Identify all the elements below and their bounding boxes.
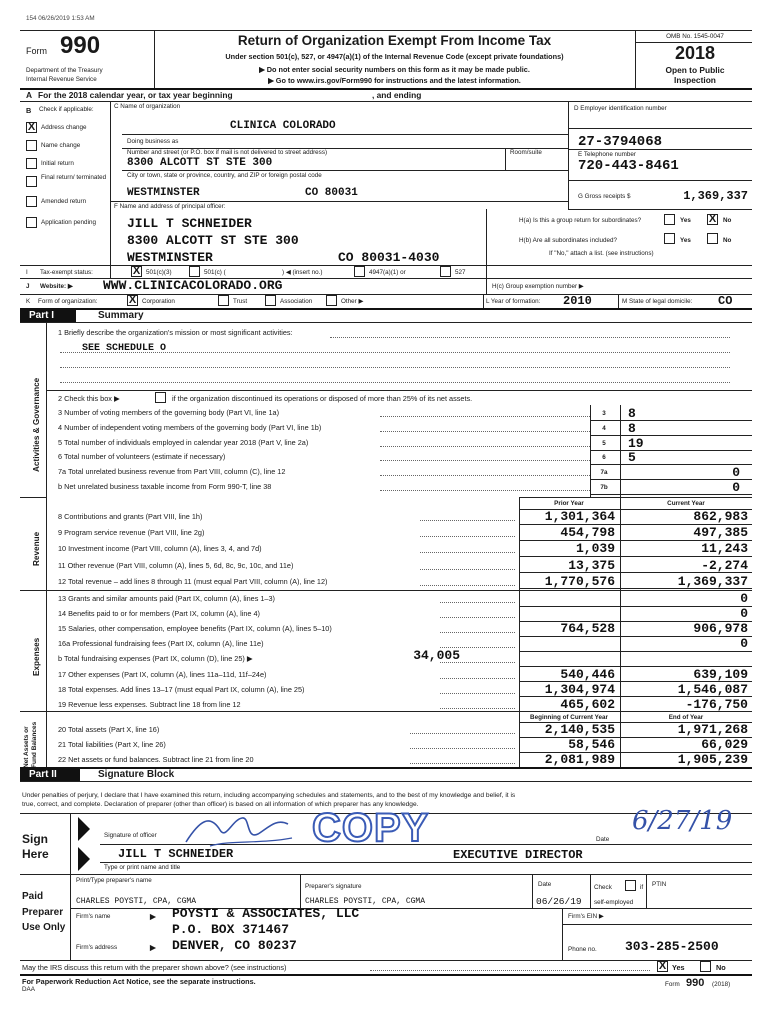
firm-name-arrow-icon: ▶	[150, 912, 156, 921]
gov-col-rule-2	[620, 405, 621, 497]
dba-label: Doing business as	[127, 138, 179, 145]
current-value: 0	[740, 636, 748, 652]
fin-line-leader	[420, 585, 515, 586]
address-change-checkbox[interactable]: X	[27, 121, 36, 133]
part1-title: Summary	[98, 310, 144, 321]
group-return-no-label: No	[723, 217, 732, 224]
preparer-date-label: Date	[538, 881, 552, 888]
current-year-header: Current Year	[667, 500, 705, 507]
501c3-label: 501(c)(3)	[146, 269, 172, 276]
gov-line-text: b Net unrelated business taxable income from Form 990-T, line 38	[58, 482, 272, 491]
corporation-label: Corporation	[142, 298, 175, 305]
org-city: WESTMINSTER	[127, 187, 200, 199]
principal-officer-city: WESTMINSTER	[127, 250, 213, 265]
fin-line-leader	[440, 708, 515, 709]
fin-line-leader	[440, 602, 515, 603]
application-pending-checkbox[interactable]	[26, 217, 37, 228]
principal-officer-name: JILL T SCHNEIDER	[127, 216, 252, 231]
trust-checkbox[interactable]	[218, 295, 229, 306]
gov-line-rule	[590, 450, 752, 451]
initial-return-label: Initial return	[41, 160, 74, 167]
inspection-label: Inspection	[674, 75, 716, 85]
org-street: 8300 ALCOTT ST STE 300	[127, 157, 273, 169]
sign-label: Sign	[22, 832, 48, 846]
gov-line-leader	[380, 446, 590, 447]
527-checkbox[interactable]	[440, 266, 451, 277]
form-of-org-label: Form of organization:	[38, 298, 98, 305]
year-formed-value: 2010	[563, 294, 592, 308]
gov-line-text: 4 Number of independent voting members of the governing body (Part VI, line 1b)	[58, 422, 322, 432]
gov-line-text: 7a Total unrelated business revenue from Part VIII, column (C), line 12	[58, 467, 286, 477]
boy-header: Beginning of Current Year	[530, 714, 608, 721]
name-change-checkbox[interactable]	[26, 140, 37, 151]
fin-line-text: 15 Salaries, other compensation, employee benefits (Part IX, column (A), lines 5–10)	[58, 624, 332, 634]
fin-line-text: 18 Total expenses. Add lines 13–17 (must equal Part IX, column (A), line 25)	[58, 684, 305, 694]
sidebar-revenue: Revenue	[32, 531, 41, 566]
line-a-text: For the 2018 calendar year, or tax year beginning	[38, 90, 233, 100]
org-name-label: C Name of organization	[114, 103, 181, 110]
line16b-value: 34,005	[413, 648, 460, 663]
fin-line-text: 14 Benefits paid to or for members (Part IX, column (A), line 4)	[58, 609, 260, 619]
gov-line-value: 0	[732, 465, 740, 481]
footer-form-year: (2018)	[712, 981, 731, 988]
prior-value: 764,528	[560, 621, 615, 637]
preparer-signature: CHARLES POYSTI, CPA, CGMA	[305, 897, 426, 906]
discuss-yes-label: Yes	[672, 963, 685, 972]
current-value: 862,983	[693, 509, 748, 524]
type-name-label: Type or print name and title	[104, 864, 181, 871]
year-formed-label: L Year of formation:	[486, 298, 541, 305]
gov-line-number: 7a	[600, 469, 608, 477]
prior-value: 13,375	[568, 557, 615, 573]
ein-label: D Employer identification number	[574, 105, 667, 112]
if-label: if	[640, 884, 644, 891]
discuss-yes-checkbox[interactable]: X	[658, 960, 667, 972]
principal-officer-street: 8300 ALCOTT ST STE 300	[127, 233, 299, 248]
footer-form-number: 990	[686, 977, 705, 989]
fin-line-text: 16a Professional fundraising fees (Part IX, column (A), line 11e)	[58, 639, 264, 649]
form-subtitle: Under section 501(c), 527, or 4947(a)(1) of the Internal Revenue Code (except private foundations)	[225, 52, 564, 61]
self-employed-label: self-employed	[594, 899, 634, 906]
phone-no-label: Phone no.	[568, 946, 597, 953]
gov-line-rule	[590, 420, 752, 421]
gross-receipts-value: 1,369,337	[683, 189, 748, 203]
subordinates-note: If "No," attach a list. (see instructions)	[549, 250, 654, 257]
501c-insert-label: ) ◀ (insert no.)	[282, 269, 323, 276]
subordinates-yes-label: Yes	[680, 237, 691, 244]
association-label: Association	[280, 298, 313, 305]
fin-line-text: 13 Grants and similar amounts paid (Part IX, column (A), lines 1–3)	[58, 594, 275, 603]
fin-line-text: 20 Total assets (Part X, line 16)	[58, 725, 160, 734]
527-label: 527	[455, 269, 466, 276]
fin-line-leader	[440, 632, 515, 633]
preparer-date: 06/26/19	[536, 896, 582, 907]
line-i-label: I	[26, 269, 28, 276]
line2-text-b: if the organization discontinued its operations or disposed of more than 25% of its net assets.	[172, 394, 473, 403]
line-a-ending: , and ending	[372, 90, 422, 100]
firm-name-label: Firm's name	[76, 913, 111, 920]
prior-value: 1,301,364	[544, 509, 615, 524]
firm-ein-label: Firm's EIN ▶	[568, 913, 604, 920]
preparer-label: Preparer	[22, 907, 64, 918]
fin-line-text: 10 Investment income (Part VIII, column (A), lines 3, 4, and 7d)	[58, 544, 262, 554]
current-value: 0	[740, 591, 748, 606]
gov-line-number: 6	[602, 454, 606, 462]
gov-line-value: 8	[628, 406, 636, 421]
gov-line-leader	[380, 416, 590, 417]
line-a-label: A	[26, 90, 33, 100]
gov-line-text: 5 Total number of individuals employed in calendar year 2018 (Part V, line 2a)	[58, 437, 309, 447]
principal-officer-label: F Name and address of principal officer:	[114, 203, 226, 210]
part2-title: Signature Block	[98, 769, 175, 780]
4947-label: 4947(a)(1) or	[369, 269, 406, 276]
preparer-name-label: Print/Type preparer's name	[76, 877, 152, 884]
ein-value: 27-3794068	[578, 134, 663, 150]
application-pending-label: Application pending	[41, 219, 96, 226]
prior-value: 58,546	[568, 737, 615, 752]
officer-name: JILL T SCHNEIDER	[118, 847, 234, 861]
line2-text-a: 2 Check this box ▶	[58, 394, 120, 403]
corporation-checkbox[interactable]: X	[128, 294, 137, 306]
initial-return-checkbox[interactable]	[26, 158, 37, 169]
discuss-no-checkbox[interactable]	[700, 961, 711, 972]
city-label: City or town, state or province, country, and ZIP or foreign postal code	[127, 172, 322, 179]
tax-exempt-status-label: Tax-exempt status:	[40, 269, 93, 276]
prior-year-header: Prior Year	[554, 500, 584, 507]
discuss-question: May the IRS discuss this return with the preparer shown above? (see instructions)	[22, 963, 287, 972]
officer-handwritten-signature	[180, 810, 300, 850]
current-value: 1,971,268	[677, 722, 748, 737]
sign-date-value: 6/27/19	[632, 806, 733, 836]
final-return-checkbox[interactable]	[26, 176, 37, 187]
use-only-label: Use Only	[22, 922, 66, 933]
prior-value: 2,081,989	[544, 752, 615, 767]
trust-label: Trust	[233, 298, 248, 305]
omb-number: OMB No. 1545-0047	[666, 33, 724, 40]
fin-line-text: 17 Other expenses (Part IX, column (A), lines 11a–11d, 11f–24e)	[58, 669, 267, 679]
self-employed-checkbox[interactable]	[625, 880, 636, 891]
prior-value: 2,140,535	[544, 722, 615, 737]
form-number: 990	[60, 32, 101, 59]
fin-line-text: 11 Other revenue (Part VIII, column (A), lines 5, 6d, 8c, 9c, 10c, and 11e)	[58, 560, 294, 570]
sidebar-expenses: Expenses	[32, 637, 41, 676]
gov-line-rule	[590, 435, 752, 436]
fin-line-text: 9 Program service revenue (Part VIII, line 2g)	[58, 528, 205, 538]
group-return-no-checkbox[interactable]: X	[708, 213, 717, 225]
fin-line-leader	[440, 617, 515, 618]
fin-line-text: b Total fundraising expenses (Part IX, column (D), line 25) ▶	[58, 654, 253, 664]
fin-line-text: 19 Revenue less expenses. Subtract line 18 from line 12	[58, 699, 241, 709]
subordinates-no-label: No	[723, 237, 732, 244]
fin-line-leader	[410, 733, 515, 734]
paid-label: Paid	[22, 891, 44, 902]
legal-domicile-value: CO	[718, 294, 733, 308]
preparer-phone: 303-285-2500	[625, 939, 719, 954]
501c3-checkbox[interactable]: X	[132, 265, 141, 277]
legal-domicile-label: M State of legal domicile:	[622, 298, 693, 305]
current-value: 1,546,087	[677, 681, 748, 697]
sign-date-label: Date	[596, 836, 610, 843]
gov-line-leader	[380, 460, 590, 461]
here-label: Here	[22, 847, 49, 861]
fin-line-text: 21 Total liabilities (Part X, line 26)	[58, 740, 166, 749]
principal-officer-state-zip: CO 80031-4030	[338, 250, 440, 265]
sidebar-governance: Activities & Governance	[32, 377, 41, 472]
current-value: 497,385	[693, 525, 748, 541]
prior-value: 465,602	[560, 696, 615, 712]
gov-line-number: 4	[602, 424, 606, 432]
gov-line-text: 3 Number of voting members of the governing body (Part VI, line 1a)	[58, 408, 280, 417]
amended-return-label: Amended return	[41, 198, 87, 205]
prior-value: 1,039	[575, 541, 615, 557]
sign-arrow-icon	[78, 817, 92, 841]
fin-line-rule	[519, 651, 752, 652]
prior-value: 1,770,576	[544, 573, 615, 589]
fin-line-text: 8 Contributions and grants (Part VIII, line 1h)	[58, 512, 203, 521]
fin-line-leader	[440, 678, 515, 679]
perjury-line1: Under penalties of perjury, I declare that I have examined this return, including accompanying schedules and statements, and to the best of my knowledge and belief, it is	[22, 792, 516, 799]
sign-arrow-icon-2	[78, 847, 92, 871]
firm-address-label: Firm's address	[76, 944, 118, 951]
street-label: Number and street (or P.O. box if mail is not delivered to street address)	[127, 149, 328, 156]
phone-value: 720-443-8461	[578, 158, 679, 174]
address-change-label: Address change	[41, 124, 87, 131]
org-name: CLINICA COLORADO	[230, 120, 336, 132]
mission-value: SEE SCHEDULE O	[82, 343, 167, 354]
current-value: 11,243	[701, 541, 748, 557]
fin-line-leader	[440, 693, 515, 694]
current-value: -2,274	[701, 557, 748, 573]
fin-line-text: 12 Total revenue – add lines 8 through 11 (must equal Part VIII, column (A), line 12)	[58, 576, 328, 586]
eoy-header: End of Year	[668, 714, 704, 721]
gov-line-number: 3	[602, 410, 606, 417]
preparer-signature-label: Preparer's signature	[305, 883, 362, 890]
open-public: Open to Public	[665, 65, 725, 75]
prior-value: 1,304,974	[544, 681, 615, 697]
copy-stamp: COPY	[312, 806, 430, 850]
footer-form-label: Form	[665, 981, 680, 988]
gov-line-leader	[380, 431, 590, 432]
discuss-no-label: No	[716, 963, 726, 972]
part1-tag: Part I	[29, 310, 55, 321]
perjury-line2: true, correct, and complete. Declaration of preparer (other than officer) is based on all information of which preparer has any knowledge.	[22, 801, 419, 808]
section-b-label: B	[26, 106, 32, 115]
prior-value: 540,446	[560, 666, 615, 682]
current-value: 0	[740, 606, 748, 622]
group-return-yes-checkbox[interactable]	[664, 214, 675, 225]
fin-line-leader	[420, 569, 515, 570]
gov-line-value: 5	[628, 450, 636, 466]
subordinates-no-checkbox[interactable]	[707, 233, 718, 244]
irs-label: Internal Revenue Service	[26, 76, 97, 83]
officer-signature-label: Signature of officer	[104, 832, 157, 839]
preparer-name: CHARLES POYSTI, CPA, CGMA	[76, 897, 197, 906]
gov-line-value: 0	[732, 480, 740, 495]
ssn-warning: ▶ Do not enter social security numbers on this form as it may be made public.	[259, 65, 530, 74]
website-label: Website: ▶	[40, 283, 73, 290]
gov-line-leader	[380, 475, 590, 476]
current-value: 1,369,337	[677, 573, 748, 589]
part2-tag: Part II	[29, 769, 57, 780]
form-label: Form	[26, 46, 47, 56]
date-stamp: 154 06/26/2019 1:53 AM	[26, 15, 95, 22]
subordinates-yes-checkbox[interactable]	[664, 233, 675, 244]
fin-line-text: 22 Net assets or fund balances. Subtract line 21 from line 20	[58, 755, 254, 764]
fin-line-leader	[410, 748, 515, 749]
phone-label: E Telephone number	[578, 151, 636, 158]
daa-label: DAA	[22, 986, 35, 993]
gov-line-value: 19	[628, 435, 644, 451]
fin-line-leader	[420, 536, 515, 537]
current-value: 906,978	[693, 621, 748, 637]
line-k-label: K	[26, 298, 31, 305]
org-state-zip: CO 80031	[305, 187, 358, 199]
line-j-label: J	[26, 283, 30, 290]
gov-line-number: 7b	[600, 484, 608, 491]
form-title: Return of Organization Exempt From Income Tax	[237, 33, 552, 48]
current-value: 66,029	[701, 737, 748, 752]
501c-checkbox[interactable]	[189, 266, 200, 277]
treasury-dept: Department of the Treasury	[26, 67, 103, 74]
fin-line-leader	[420, 520, 515, 521]
officer-title: EXECUTIVE DIRECTOR	[453, 848, 583, 862]
firm-address-arrow-icon: ▶	[150, 943, 156, 952]
group-return-yes-label: Yes	[680, 217, 691, 224]
tax-year: 2018	[674, 43, 716, 63]
firm-address-line2: DENVER, CO 80237	[172, 938, 297, 953]
website-value[interactable]: WWW.CLINICACOLORADO.ORG	[103, 278, 283, 293]
gov-line-leader	[380, 490, 590, 491]
current-value: 1,905,239	[677, 752, 748, 767]
section-b-title: Check if applicable:	[39, 106, 94, 113]
current-value: -176,750	[685, 696, 748, 712]
sidebar-net-assets: Net Assets or Fund Balances	[23, 721, 38, 768]
instructions-link[interactable]: ▶ Go to www.irs.gov/Form990 for instructions and the latest information.	[268, 76, 521, 85]
room-label: Room/suite	[510, 149, 542, 156]
other-org-label: Other ▶	[341, 298, 364, 305]
4947-checkbox[interactable]	[354, 266, 365, 277]
gov-line-value: 8	[628, 420, 636, 436]
final-return-label: Final return/ terminated	[41, 174, 107, 181]
gross-receipts-label: G Gross receipts $	[578, 193, 631, 200]
fin-line-leader	[420, 552, 515, 553]
name-change-label: Name change	[41, 142, 81, 149]
gov-line-number: 5	[602, 439, 606, 447]
amended-return-checkbox[interactable]	[26, 196, 37, 207]
other-org-checkbox[interactable]	[326, 295, 337, 306]
check-label: Check	[594, 884, 612, 891]
association-checkbox[interactable]	[265, 295, 276, 306]
line1-text: 1 Briefly describe the organization's mission or most significant activities:	[58, 328, 293, 337]
firm-address-line1: P.O. BOX 371467	[172, 922, 290, 937]
gov-col-rule	[590, 405, 591, 497]
gov-line-text: 6 Total number of volunteers (estimate if necessary)	[58, 452, 226, 462]
501c-label: 501(c) (	[204, 269, 226, 276]
paperwork-notice: For Paperwork Reduction Act Notice, see the separate instructions.	[22, 977, 256, 986]
group-return-question: H(a) Is this a group return for subordinates?	[519, 217, 642, 224]
fin-line-leader	[410, 763, 515, 764]
prior-value: 454,798	[560, 525, 615, 541]
ptin-label: PTIN	[652, 881, 667, 888]
firm-name: POYSTI & ASSOCIATES, LLC	[172, 906, 360, 921]
current-value: 639,109	[693, 666, 748, 682]
discontinued-ops-checkbox[interactable]	[155, 392, 166, 403]
group-exemption-label: H(c) Group exemption number ▶	[492, 283, 584, 290]
subordinates-question: H(b) Are all subordinates included?	[519, 237, 618, 244]
